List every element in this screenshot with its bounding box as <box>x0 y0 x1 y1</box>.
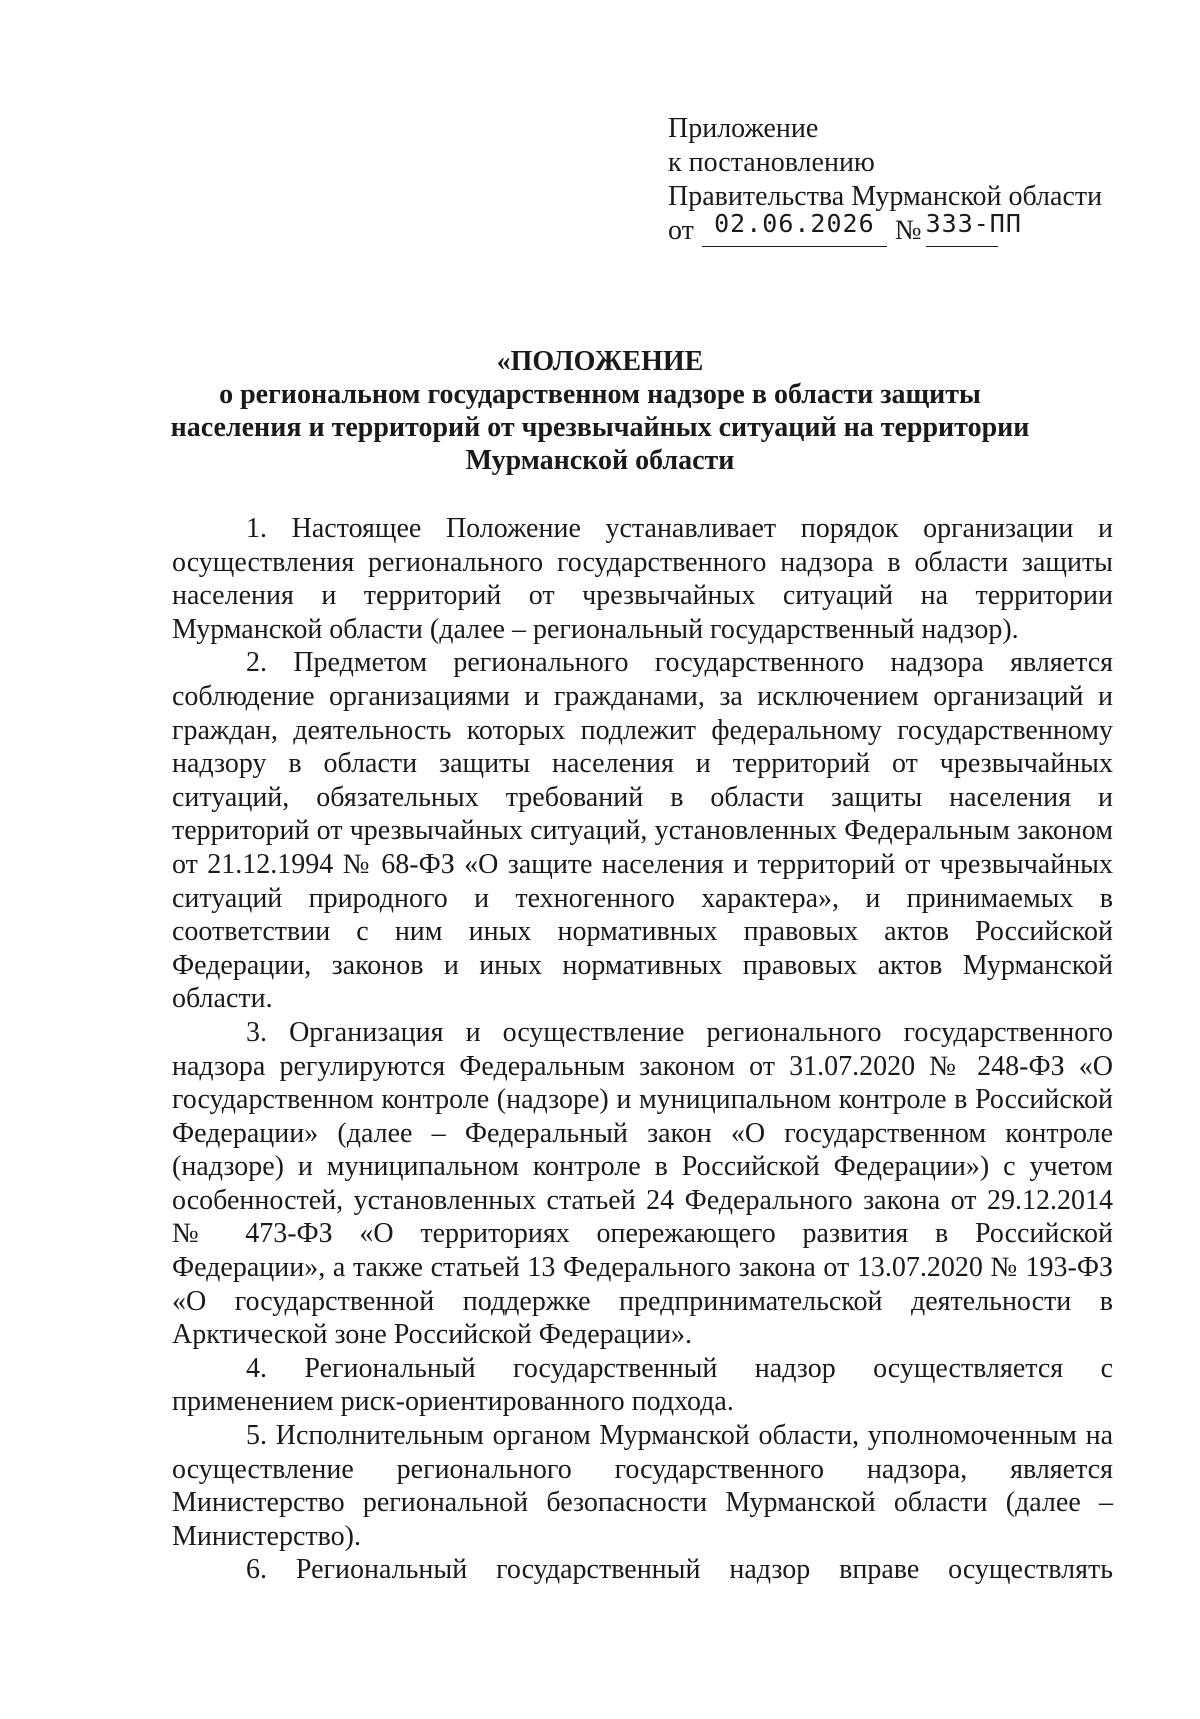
appendix-date-number-line <box>668 209 1138 248</box>
appendix-line-2: к постановлению <box>668 147 875 178</box>
appendix-line-1: Приложение <box>668 113 819 144</box>
appendix-header <box>668 112 1138 248</box>
title-line-4: Мурманской области <box>465 445 735 476</box>
paragraph-5: 5. Исполнительным органом Мурманской области, уполномоченным на осуществление регионального государственного надзора, является Министерство региональной безопасности Мурманской области (далее – Министерство). <box>172 1420 1113 1552</box>
document-body <box>172 512 1113 1587</box>
paragraph-2: 2. Предметом регионального государственного надзора является соблюдение организациями и гражданами, за исключением организаций и граждан, деятельность которых подлежит федеральному государственному надзору в области защиты населения и территорий от чрезвычайных ситуаций, обязательных требований в области защиты населения и территорий от чрезвычайных ситуаций, установленных Федеральным законом от 21.12.1994 № 68-ФЗ «О защите населения и территорий от чрезвычайных ситуаций природного и техногенного характера», и принимаемых в соответствии с ним иных нормативных правовых актов Российской Федерации, законов и иных нормативных правовых актов Мурманской области. <box>172 647 1113 1015</box>
date-field <box>702 209 887 247</box>
title-line-2: о региональном государственном надзоре в области защиты <box>219 379 981 410</box>
title-line-3: населения и территорий от чрезвычайных ситуаций на территории <box>170 412 1030 443</box>
date-value: 02.06.2026 <box>714 209 875 238</box>
title-line-1: «ПОЛОЖЕНИЕ <box>496 346 704 377</box>
number-field <box>925 209 1022 247</box>
paragraph-1: 1. Настоящее Положение устанавливает порядок организации и осуществления регионального государственного надзора в области защиты населения и территорий от чрезвычайных ситуаций на территории Мурманской области (далее – региональный государственный надзор). <box>172 513 1113 645</box>
paragraph-3: 3. Организация и осуществление регионального государственного надзора регулируются Федеральным законом от 31.07.2020 № 248-ФЗ «О государственном контроле (надзоре) и муниципальном контроле в Российской Федерации» (далее – Федеральный закон «О государственном контроле (надзоре) и муниципальном контроле в Российской Федерации») с учетом особенностей, установленных статьей 24 Федерального закона от 29.12.2014 № 473-ФЗ «О территориях опережающего развития в Российской Федерации», а также статьей 13 Федерального закона от 13.07.2020 № 193-ФЗ «О государственной поддержке предпринимательской деятельности в Арктической зоне Российской Федерации». <box>172 1016 1113 1351</box>
number-value: 333-ПП <box>925 209 1022 238</box>
appendix-line-3: Правительства Мурманской области <box>668 181 1103 212</box>
document-title <box>150 345 1050 477</box>
number-sign: № <box>894 215 922 246</box>
paragraph-4: 4. Региональный государственный надзор осуществляется с применением риск-ориентированного подхода. <box>172 1352 1113 1418</box>
paragraph-6: 6. Региональный государственный надзор вправе осуществлять <box>246 1554 1113 1586</box>
date-prefix: от <box>668 215 694 246</box>
